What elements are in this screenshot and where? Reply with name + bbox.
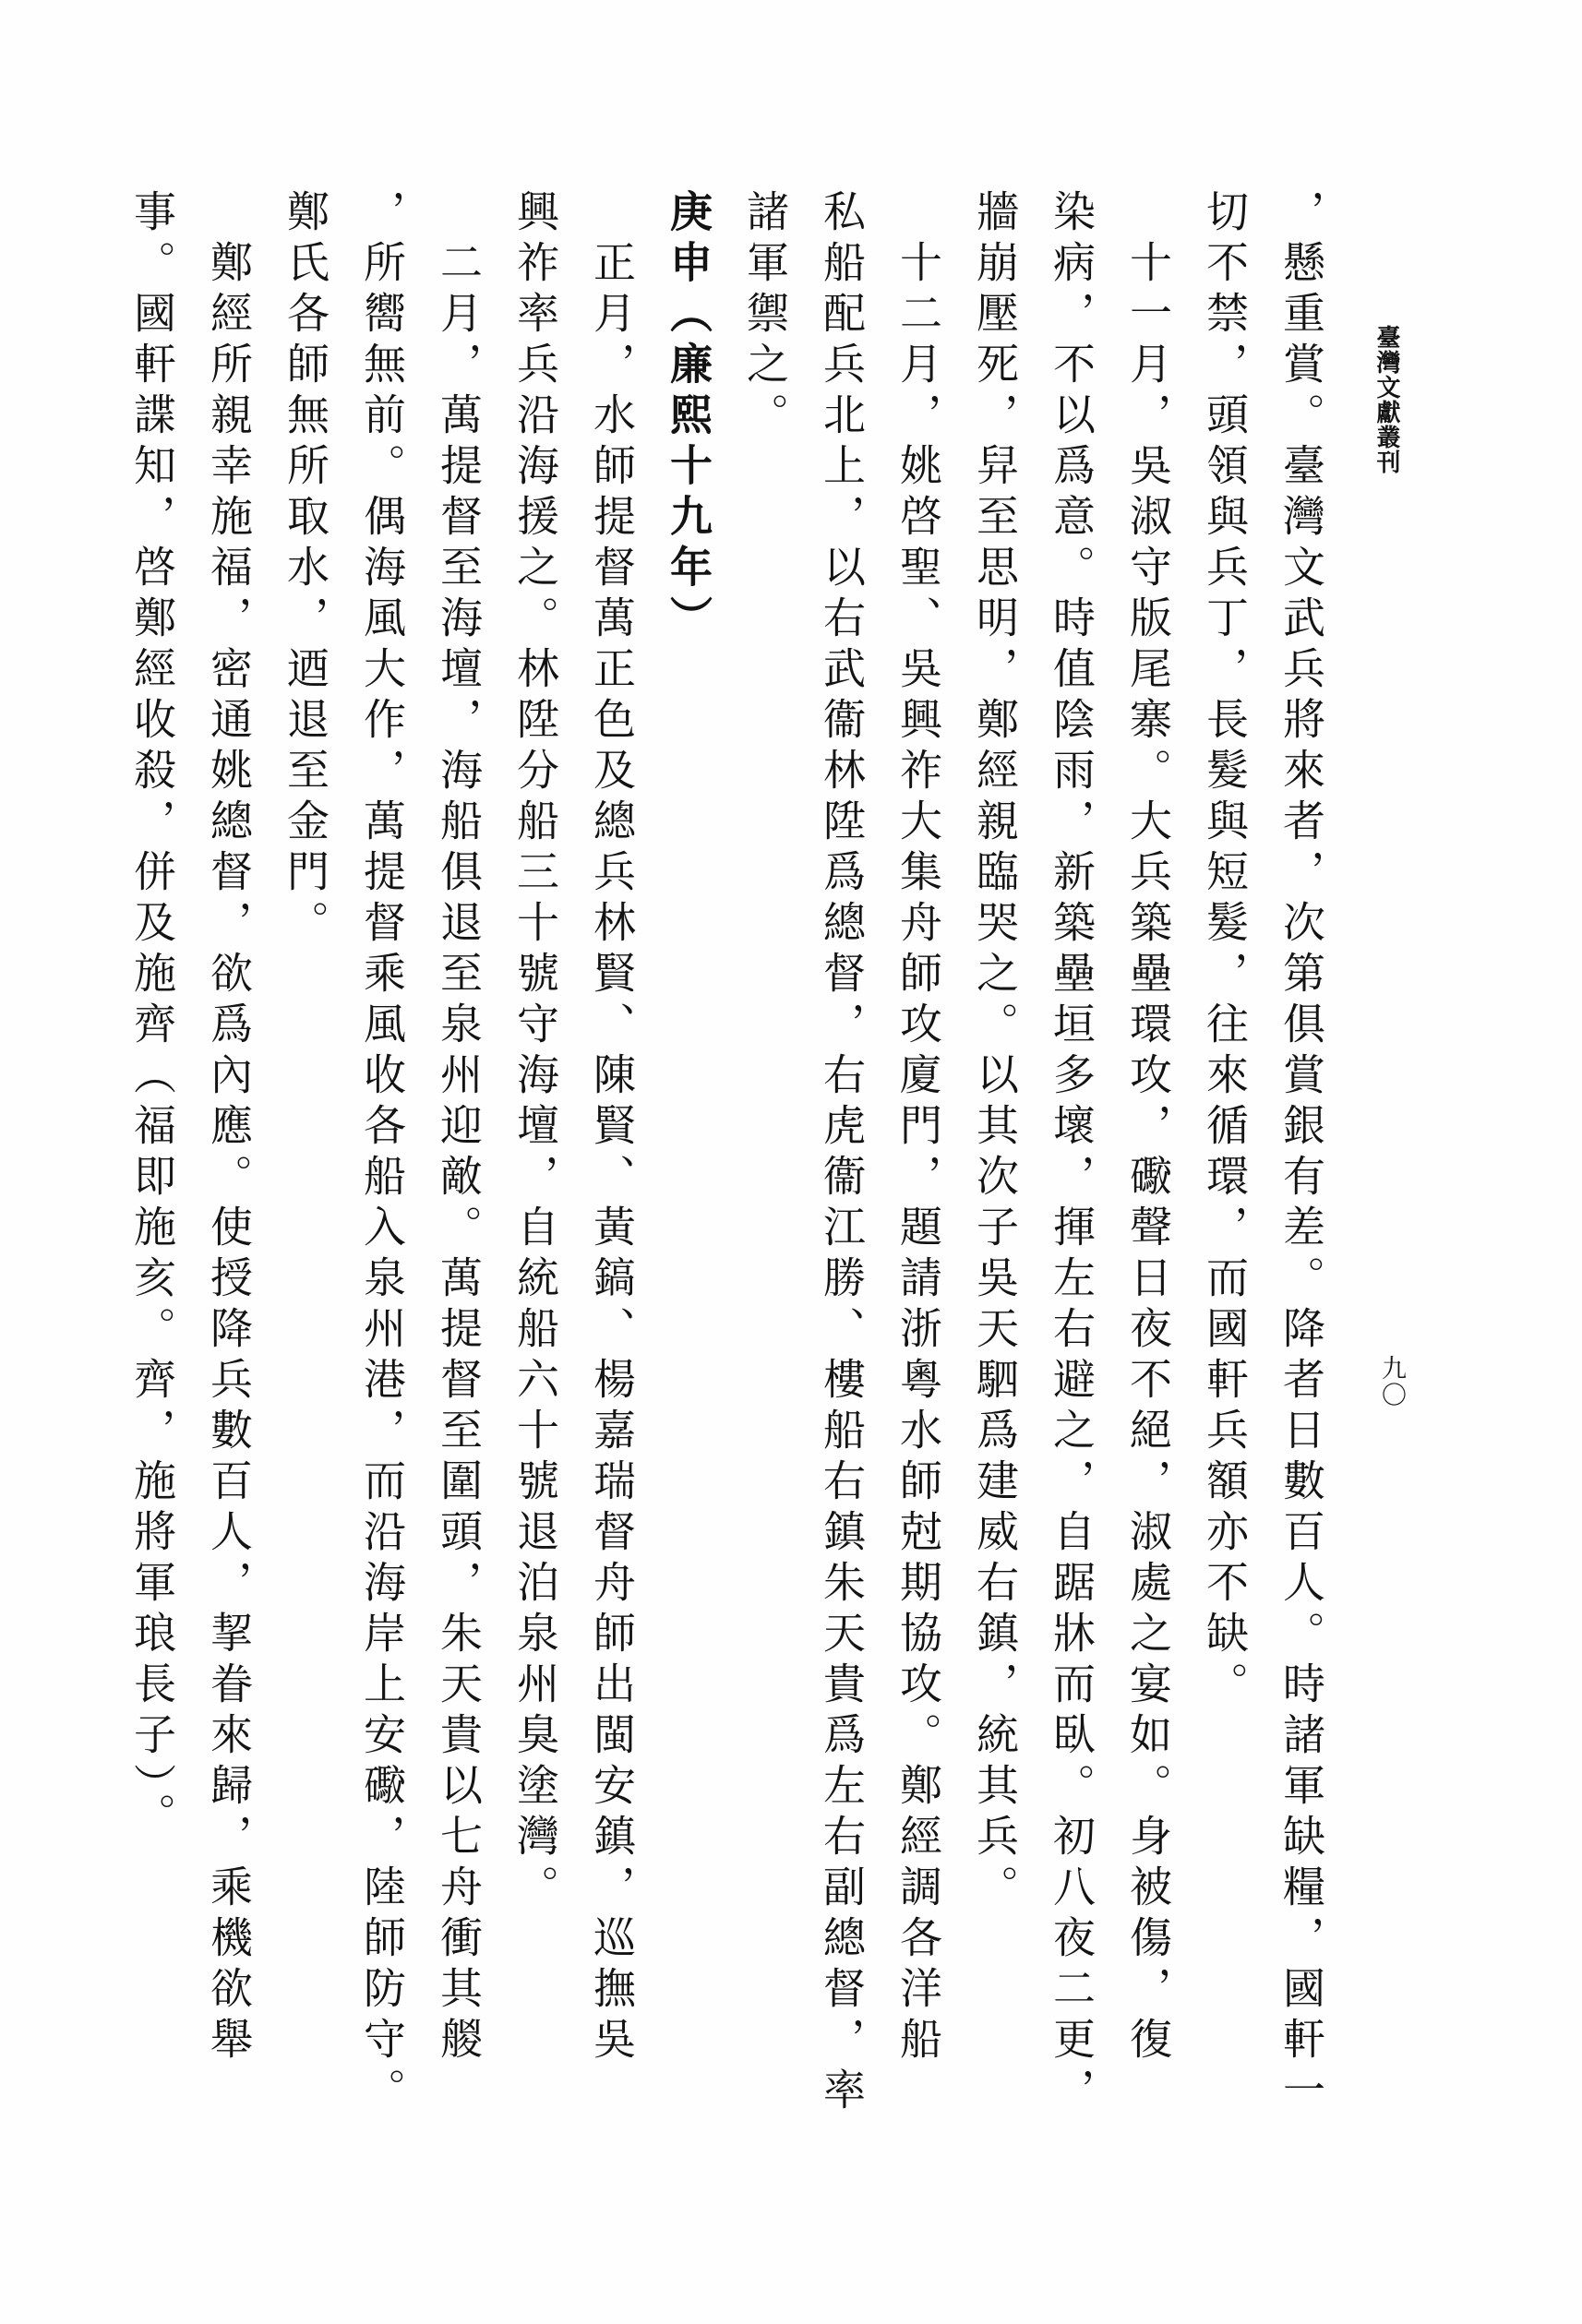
page-number: 九〇	[1377, 1355, 1406, 1408]
text-column-13: ，所嚮無前。偶海風大作，萬提督乘風收各船入泉州港，而沿海岸上安礮，陸師防守。	[357, 189, 407, 2118]
text-column-15: 鄭經所親幸施福，密通姚總督，欲爲內應。使授降兵數百人，挈眷來歸，乘機欲舉	[204, 240, 254, 2067]
text-column-10: 正月，水師提督萬正色及總兵林賢、陳賢、黃鎬、楊嘉瑞督舟師出閩安鎮，巡撫吳	[587, 240, 637, 2067]
series-title: 臺灣文獻叢刊	[1372, 325, 1400, 474]
text-column-2: 切不禁，頭領與兵丁，長髮與短髮，往來循環，而國軒兵額亦不缺。	[1200, 189, 1250, 1712]
text-column-3: 十一月，吳淑守版尾寨。大兵築壘環攻，礮聲日夜不絕，淑處之宴如。身被傷，復	[1123, 240, 1173, 2067]
text-column-4: 染病，不以爲意。時值陰雨，新築壘垣多壞，揮左右避之，自踞牀而臥。初八夜二更，	[1047, 189, 1097, 2118]
text-column-1: ，懸重賞。臺灣文武兵將來者，次第俱賞銀有差。降者日數百人。時諸軍缺糧，國軒一	[1276, 189, 1326, 2118]
text-column-12: 二月，萬提督至海壇，海船俱退至泉州迎敵。萬提督至圍頭，朱天貴以七舟衝其艐	[434, 240, 484, 2067]
text-column-6: 十二月，姚啓聖、吳興祚大集舟師攻廈門，題請浙粵水師尅期協攻。鄭經調各洋船	[893, 240, 943, 2067]
text-column-14: 鄭氏各師無所取水，迺退至金門。	[281, 189, 330, 951]
text-column-8: 諸軍禦之。	[740, 189, 790, 443]
text-column-5: 牆崩壓死，舁至思明，鄭經親臨哭之。以其次子吳天駟爲建威右鎮，統其兵。	[970, 189, 1020, 1915]
text-column-16: 事。國軒諜知，啓鄭經收殺，併及施齊（福即施亥。齊，施將軍琅長子）。	[127, 189, 177, 1843]
text-column-11: 興祚率兵沿海援之。林陞分船三十號守海壇，自統船六十號退泊泉州臭塗灣。	[510, 189, 560, 1915]
text-block	[114, 189, 1339, 2187]
text-column-7: 私船配兵北上，以右武衞林陞爲總督，右虎衞江勝、樓船右鎮朱天貴爲左右副總督，率	[817, 189, 867, 2118]
text-column-9-year-heading: 庚申（廉熙十九年）	[664, 189, 713, 646]
